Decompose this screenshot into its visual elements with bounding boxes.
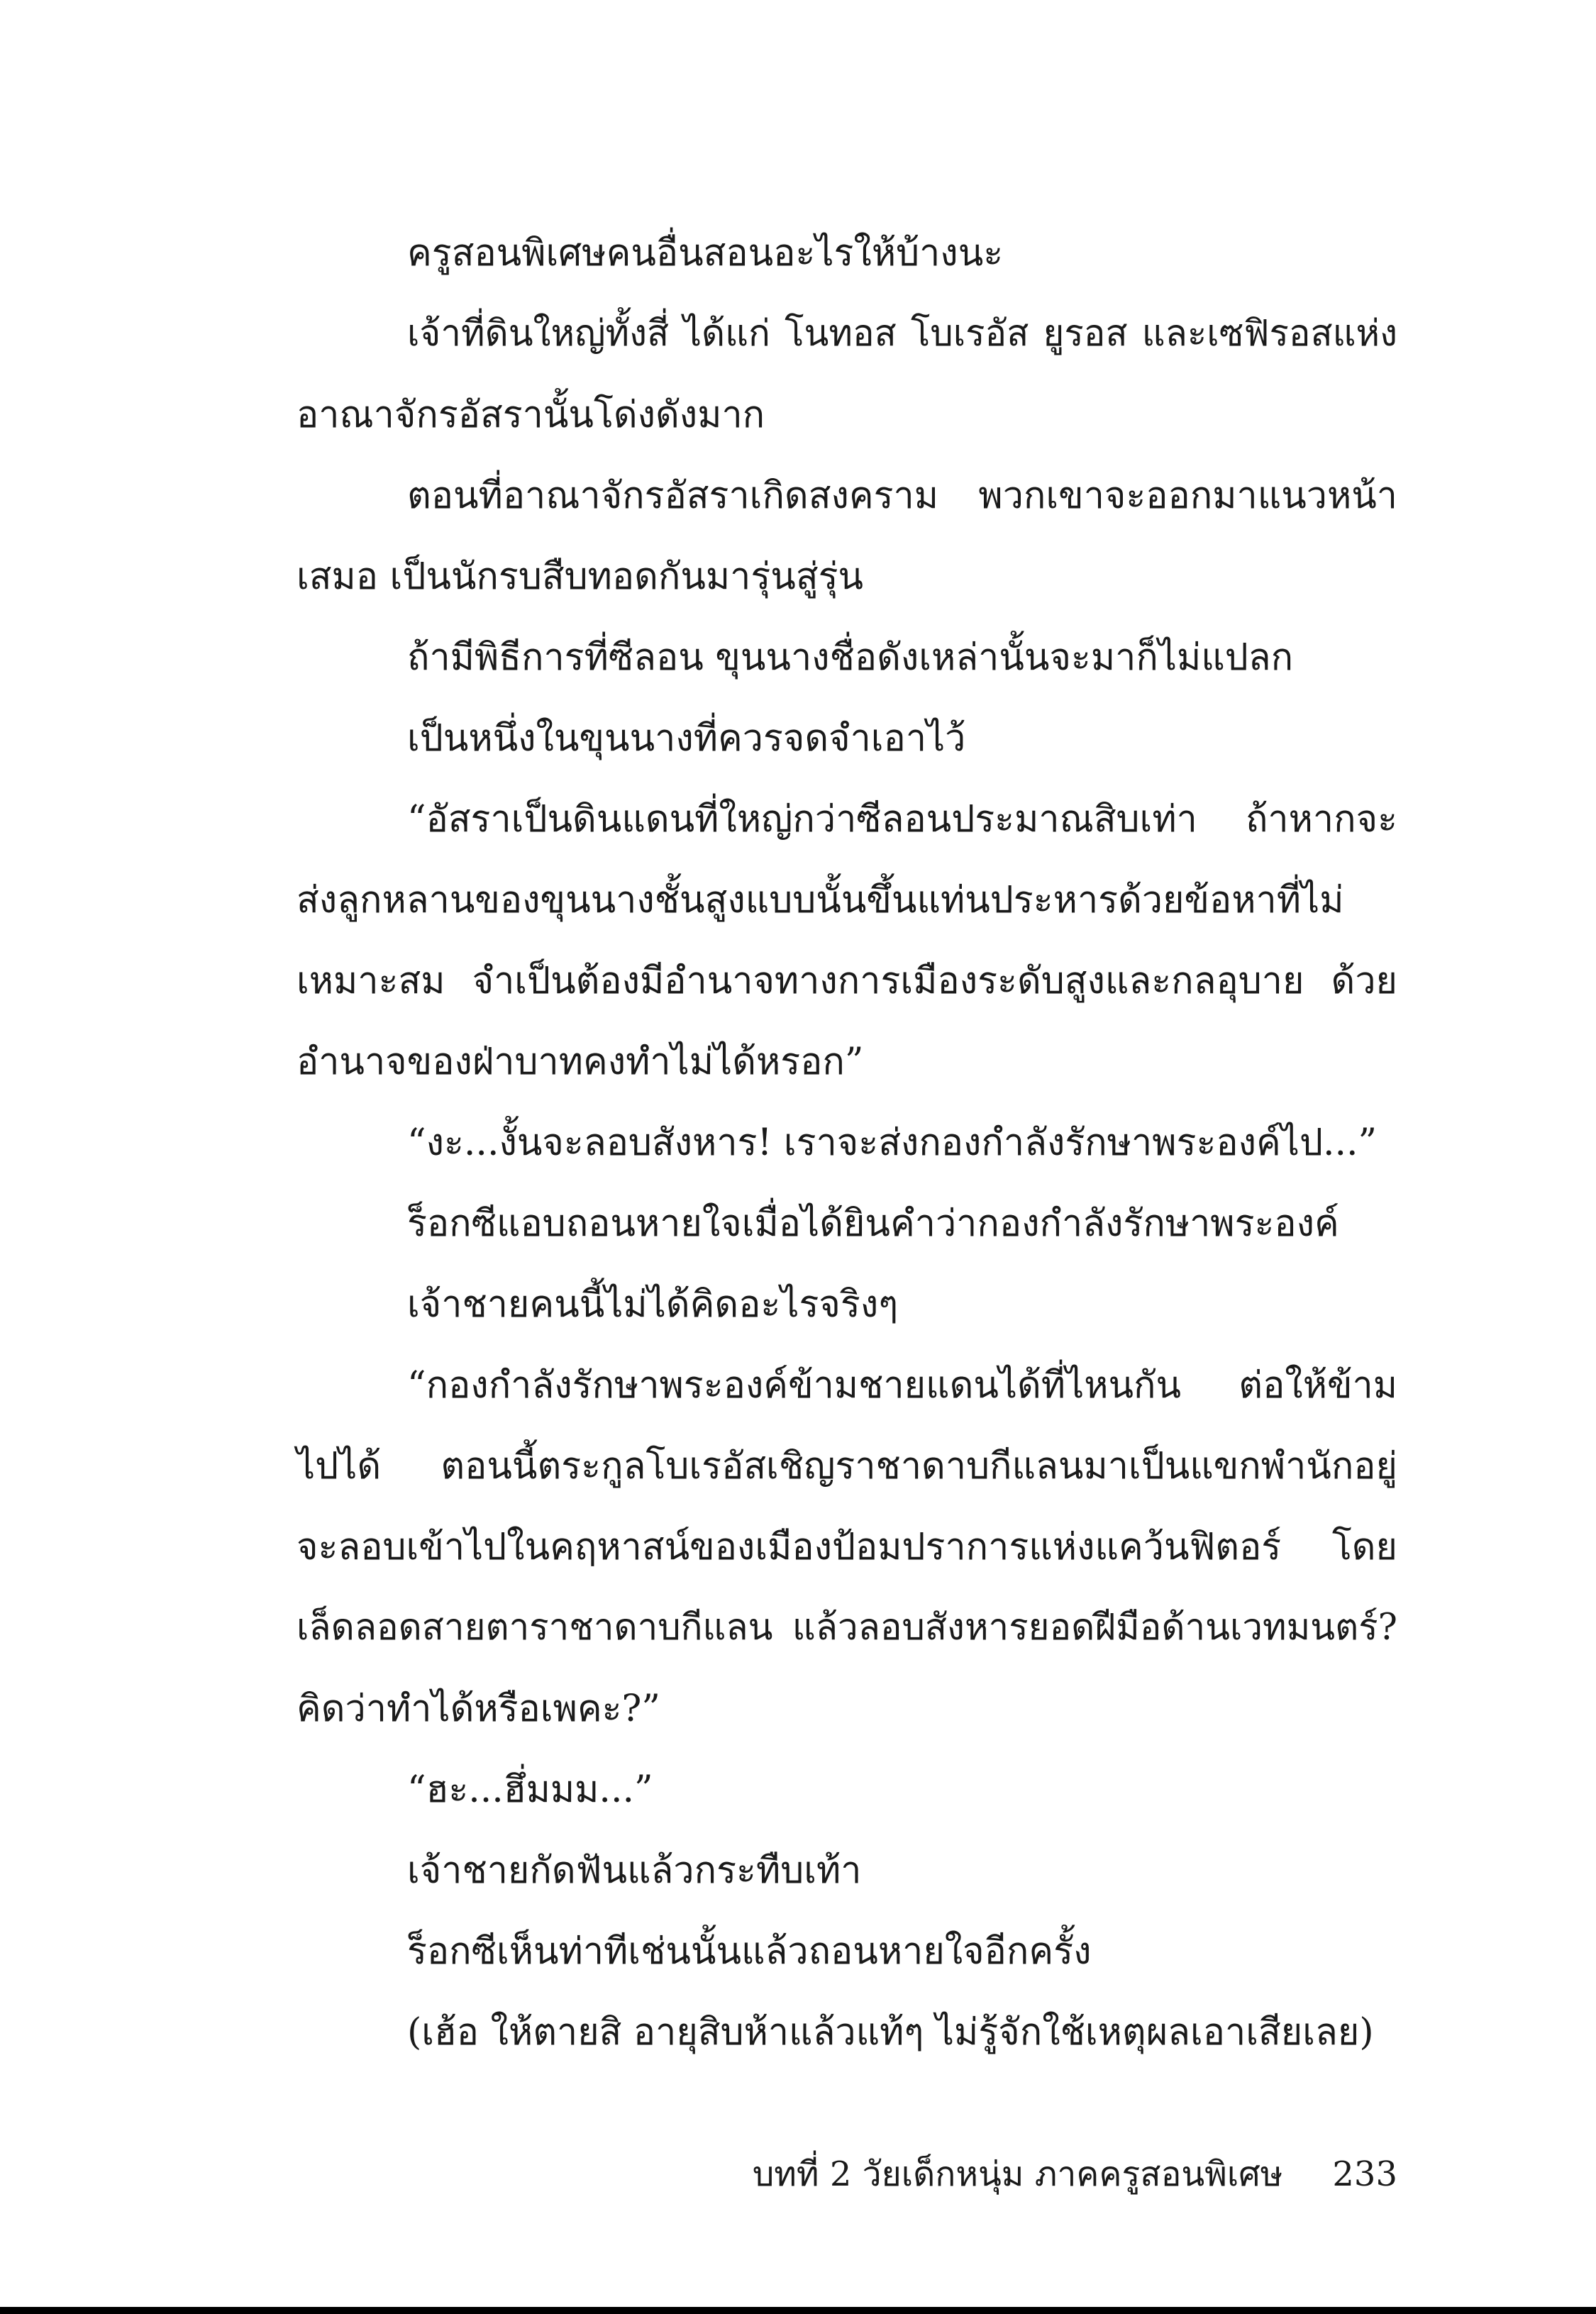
text-line: เป็นหนึ่งในขุนนางที่ควรจดจำเอาไว้	[407, 717, 966, 760]
text-line: (เฮ้อ ให้ตายสิ อายุสิบห้าแล้วแท้ๆ ไม่รู้จักใช้เหตุผลเอาเสียเลย)	[407, 2011, 1374, 2054]
page-number: 233	[1332, 2154, 1397, 2194]
text-line: เจ้าชายคนนี้ไม่ได้คิดอะไรจริงๆ	[407, 1283, 899, 1326]
text-line: เสมอ เป็นนักรบสืบทอดกันมารุ่นสู่รุ่น	[297, 555, 864, 598]
text-line: เหมาะสม จำเป็นต้องมีอำนาจทางการเมืองระดับสูงและกลอุบาย ด้วย	[297, 960, 1397, 1002]
text-line: คิดว่าทำได้หรือเพคะ?”	[297, 1688, 661, 1730]
text-line: “ฮะ...ฮึ่มมม...”	[407, 1768, 653, 1811]
text-line: ไปได้ ตอนนี้ตระกูลโบเรอัสเชิญราชาดาบกีแลนมาเป็นแขกพำนักอยู่	[297, 1445, 1397, 1488]
text-line: อาณาจักรอัสรานั้นโด่งดังมาก	[297, 394, 765, 436]
page-footer	[297, 2142, 1397, 2206]
text-line: “อัสราเป็นดินแดนที่ใหญ่กว่าซีลอนประมาณสิบเท่า ถ้าหากจะ	[407, 798, 1397, 841]
text-line: ส่งลูกหลานของขุนนางชั้นสูงแบบนั้นขึ้นแท่นประหารด้วยข้อหาที่ไม่	[297, 879, 1344, 921]
text-line: เล็ดลอดสายตาราชาดาบกีแลน แล้วลอบสังหารยอดฝีมือด้านเวทมนตร์?	[297, 1607, 1397, 1649]
text-line: ครูสอนพิเศษคนอื่นสอนอะไรให้บ้างนะ	[407, 232, 1004, 275]
text-line: “กองกำลังรักษาพระองค์ข้ามชายแดนได้ที่ไหนกัน ต่อให้ข้าม	[407, 1364, 1397, 1407]
text-line: อำนาจของฝ่าบาทคงทำไม่ได้หรอก”	[297, 1041, 864, 1083]
running-footer-chapter: บทที่ 2 วัยเด็กหนุ่ม ภาคครูสอนพิเศษ	[752, 2154, 1283, 2194]
text-line: เจ้าที่ดินใหญ่ทั้งสี่ ได้แก่ โนทอส โบเรอัส ยูรอส และเซฟิรอสแห่ง	[407, 313, 1397, 355]
text-line: ร็อกซีเห็นท่าทีเช่นนั้นแล้วถอนหายใจอีกครั้ง	[407, 1930, 1092, 1973]
text-line: เจ้าชายกัดฟันแล้วกระทืบเท้า	[407, 1849, 862, 1892]
text-line: ตอนที่อาณาจักรอัสราเกิดสงคราม พวกเขาจะออกมาแนวหน้า	[407, 475, 1397, 517]
bottom-edge-line	[0, 2307, 1596, 2314]
body-text	[297, 213, 1397, 2073]
text-line: จะลอบเข้าไปในคฤหาสน์ของเมืองป้อมปราการแห่งแคว้นฟิตอร์ โดย	[297, 1526, 1397, 1568]
text-line: “งะ...งั้นจะลอบสังหาร! เราจะส่งกองกำลังรักษาพระองค์ไป...”	[407, 1122, 1378, 1164]
text-line: ถ้ามีพิธีการที่ซีลอน ขุนนางชื่อดังเหล่านั้นจะมาก็ไม่แปลก	[407, 636, 1294, 679]
text-line: ร็อกซีแอบถอนหายใจเมื่อได้ยินคำว่ากองกำลังรักษาพระองค์	[407, 1202, 1339, 1245]
